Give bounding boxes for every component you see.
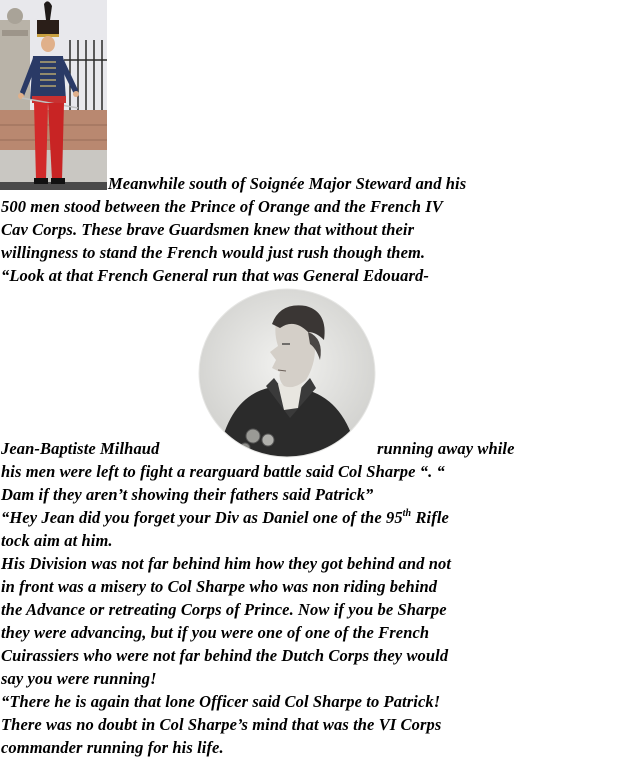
text-line-10: tock aim at him. — [1, 531, 113, 550]
general-portrait-image — [198, 288, 376, 458]
text-line-12: in front was a misery to Col Sharpe who was non riding behind — [1, 577, 438, 596]
text-line-7: his men were left to fight a rearguard battle said Col Sharpe “. “ — [1, 462, 445, 481]
text-line-18: There was no doubt in Col Sharpe’s mind that was the VI Corps — [1, 715, 442, 734]
text-line-3: Cav Corps. These brave Guardsmen knew that without their — [1, 220, 415, 239]
text-line-2: 500 men stood between the Prince of Orange and the French IV — [1, 197, 443, 216]
text-line-17: “There he is again that lone Officer said Col Sharpe to Patrick! — [1, 692, 441, 711]
text-line-13: the Advance or retreating Corps of Prince. Now if you be Sharpe — [1, 600, 447, 619]
text-line-8: Dam if they aren’t showing their fathers said Patrick” — [1, 485, 374, 504]
text-line-9 — [1, 508, 449, 528]
text-line-19: commander running for his life. — [1, 738, 224, 757]
text-line-1: Meanwhile south of Soignée Major Steward and his — [108, 174, 467, 193]
text-line-11: His Division was not far behind him how they got behind and not — [1, 554, 452, 573]
text-line-9-main: “Hey Jean did you forget your Div as Daniel one of the 95 — [1, 508, 403, 527]
text-line-5: “Look at that French General run that was General Edouard- — [1, 266, 429, 285]
text-line-16: say you were running! — [1, 669, 157, 688]
text-line-6a: Jean-Baptiste Milhaud — [1, 439, 160, 458]
text-line-4: willingness to stand the French would just rush though them. — [1, 243, 426, 262]
text-line-14: they were advancing, but if you were one of one of the French — [1, 623, 430, 642]
superscript-th: th — [402, 507, 412, 519]
text-line-9-tail: Rifle — [415, 508, 449, 527]
text-line-15: Cuirassiers who were not far behind the Dutch Corps they would — [1, 646, 449, 665]
text-line-6b: running away while — [377, 439, 515, 458]
soldier-figure-image — [0, 0, 107, 190]
